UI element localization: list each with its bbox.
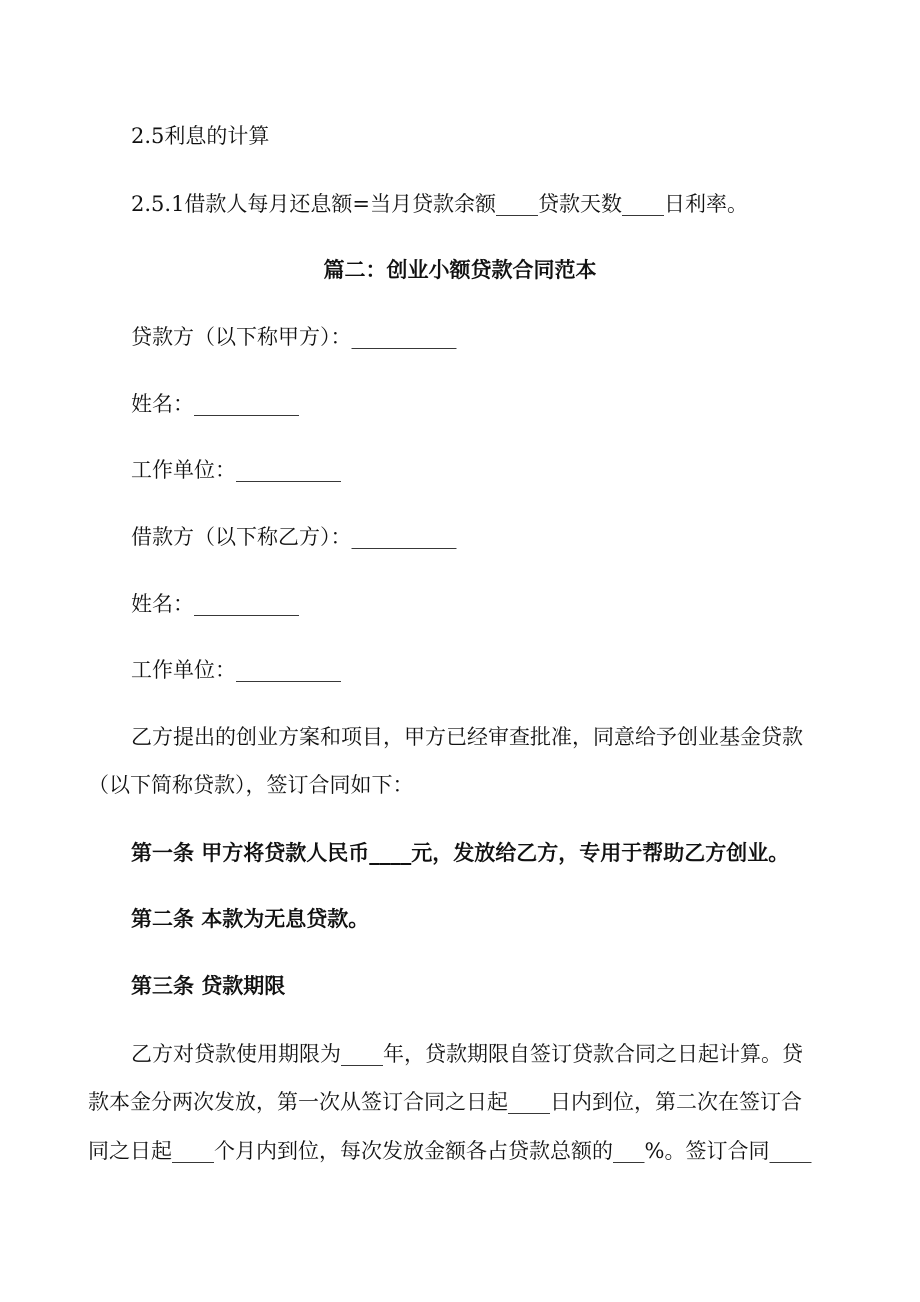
article-1: 第一条 甲方将贷款人民币____元，发放给乙方，专用于帮助乙方创业。 <box>131 841 790 865</box>
lender-unit-line: 工作单位：__________ <box>131 458 341 482</box>
section-heading-2-5: 2.5利息的计算 <box>131 124 270 148</box>
article-2: 第二条 本款为无息贷款。 <box>131 907 370 931</box>
article-3-heading: 第三条 贷款期限 <box>131 974 286 998</box>
term-paragraph-line-1: 乙方对贷款使用期限为____年，贷款期限自签订贷款合同之日起计算。贷 <box>131 1042 803 1066</box>
term-paragraph-line-2: 款本金分两次发放，第一次从签订合同之日起____日内到位，第二次在签订合 <box>88 1090 802 1114</box>
contract-title: 篇二：创业小额贷款合同范本 <box>323 258 597 282</box>
lender-line: 贷款方（以下称甲方）：__________ <box>131 325 457 349</box>
borrower-line: 借款方（以下称乙方）：__________ <box>131 525 457 549</box>
intro-paragraph-line-2: （以下简称贷款），签订合同如下： <box>88 773 414 797</box>
borrower-name-line: 姓名：__________ <box>131 592 299 616</box>
intro-paragraph-line-1: 乙方提出的创业方案和项目，甲方已经审查批准，同意给予创业基金贷款 <box>131 725 803 749</box>
term-paragraph-line-3: 同之日起____个月内到位，每次发放金额各占贷款总额的___%。签订合同____ <box>88 1139 812 1163</box>
borrower-unit-line: 工作单位：__________ <box>131 658 341 682</box>
interest-formula-line: 2.5.1借款人每月还息额=当月贷款余额____贷款天数____日利率。 <box>131 192 749 216</box>
lender-name-line: 姓名：__________ <box>131 392 299 416</box>
